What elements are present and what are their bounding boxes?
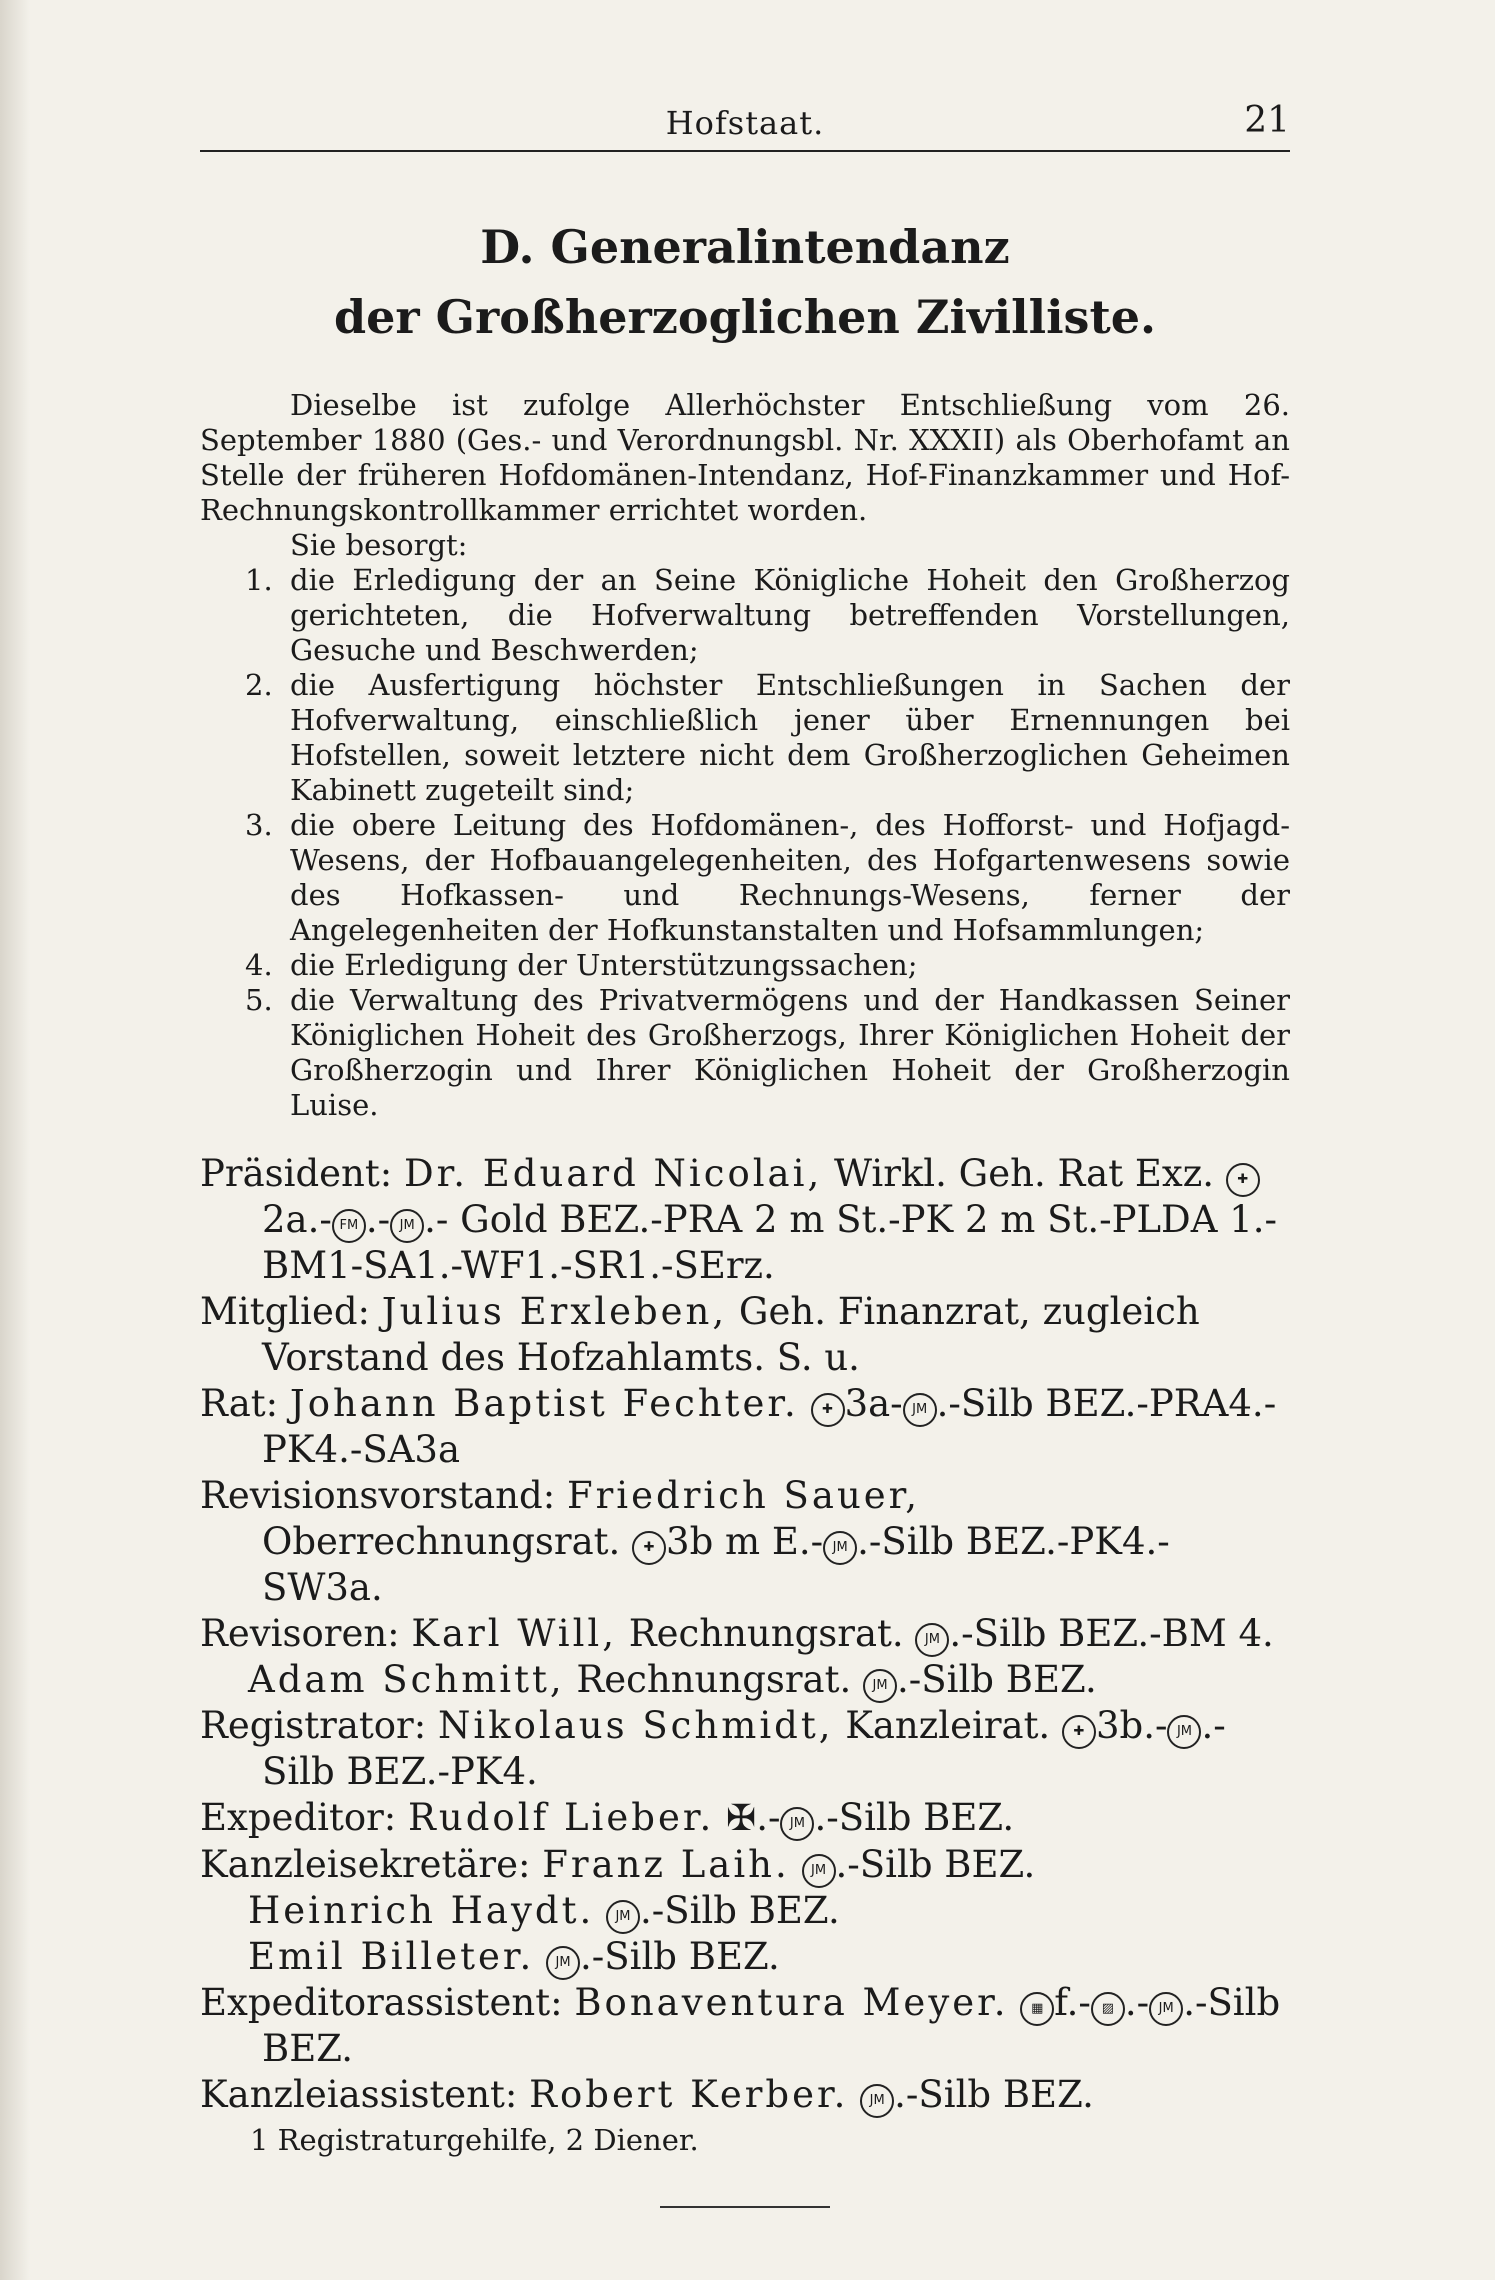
- cross-reference: S. u.: [776, 1336, 860, 1379]
- decorations: f.-: [1054, 1981, 1091, 2024]
- staff-entry-revisor: [200, 1611, 1290, 1657]
- task-text: die Ausfertigung höchster Entschließungen in Sachen der Hofverwaltung, einschließlich jener über Ernennungen bei Hofstellen, soweit letztere nicht dem Großherzoglichen Geheimen Kabinett zugeteilt sind;: [290, 668, 1290, 807]
- jm-medal-icon: JM: [915, 1623, 949, 1657]
- staff-entry-praesident: [200, 1151, 1290, 1289]
- task-number: 5.: [245, 983, 273, 1017]
- task-item: [200, 808, 1290, 948]
- jm-medal-icon: JM: [823, 1531, 857, 1565]
- decorations: .-: [1124, 1981, 1150, 2024]
- jm-medal-icon: JM: [860, 2084, 894, 2118]
- staff-entry-registrator: [200, 1703, 1290, 1795]
- hatched-badge-icon: ▦: [1020, 1992, 1054, 2026]
- person-title: Rechnungsrat.: [628, 1612, 904, 1655]
- task-item: [200, 983, 1290, 1123]
- person-title: Kanzleirat.: [845, 1704, 1051, 1747]
- page-header: [200, 90, 1290, 152]
- decorations: .-Silb BEZ.-BM 4.: [949, 1612, 1274, 1655]
- jm-medal-icon: JM: [802, 1854, 836, 1888]
- role-label: Registrator:: [200, 1704, 427, 1747]
- person-title: Rechnungsrat.: [576, 1658, 852, 1701]
- person-name: Dr. Eduard Nicolai,: [403, 1152, 823, 1195]
- decorations: .-Silb BEZ.-PK4.-SW3a.: [262, 1520, 1170, 1609]
- task-list: [200, 563, 1290, 1123]
- role-label: Revisionsvorstand:: [200, 1474, 556, 1517]
- person-title: Oberrechnungsrat.: [262, 1520, 621, 1563]
- role-label: Kanzleiassistent:: [200, 2073, 518, 2116]
- staff-entry-rat: [200, 1381, 1290, 1473]
- staff-entry-kanzleisekretaer: [200, 1934, 1290, 1980]
- person-name: Friedrich Sauer,: [566, 1474, 921, 1517]
- person-name: Julius Erxleben,: [381, 1290, 728, 1333]
- decorations: .-Silb BEZ.-PRA4.-PK4.-SA3a: [262, 1382, 1277, 1471]
- decorations: 3b.-: [1095, 1704, 1168, 1747]
- page-number: 21: [1244, 100, 1290, 141]
- task-item: [200, 563, 1290, 668]
- section-title-line-2: der Großherzoglichen Zivilliste.: [334, 290, 1156, 344]
- role-label: Expeditor:: [200, 1796, 397, 1839]
- person-name: Adam Schmitt,: [248, 1658, 565, 1701]
- role-label: Kanzleisekretäre:: [200, 1843, 531, 1886]
- staff-entry-revisor: [200, 1657, 1290, 1703]
- order-badge-icon: ✚: [632, 1531, 666, 1565]
- task-number: 1.: [245, 563, 273, 597]
- staff-entry-revisionsvorstand: [200, 1473, 1290, 1611]
- striped-badge-icon: ▨: [1091, 1992, 1125, 2026]
- jm-medal-icon: JM: [390, 1209, 424, 1243]
- person-name: Franz Laih.: [542, 1843, 790, 1886]
- role-label: Präsident:: [200, 1152, 393, 1195]
- task-text: die obere Leitung des Hofdomänen-, des Hofforst- und Hofjagd-Wesens, der Hofbauangelegenheiten, des Hofgartenwesens sowie des Hofkassen- und Rechnungs-Wesens, ferner der Angelegenheiten der Hofkunstanstalten und Hofsammlungen;: [290, 808, 1290, 947]
- jm-medal-icon: JM: [863, 1669, 897, 1703]
- staff-entry-expeditor: [200, 1795, 1290, 1842]
- role-label: Revisoren:: [200, 1612, 400, 1655]
- role-label: Mitglied:: [200, 1290, 370, 1333]
- task-number: 4.: [245, 948, 273, 982]
- running-head: Hofstaat.: [665, 104, 825, 142]
- order-badge-icon: ✚: [1226, 1163, 1260, 1197]
- task-number: 2.: [245, 668, 273, 702]
- decorations: .-Silb BEZ.-PK4.: [262, 1704, 1226, 1793]
- decorations: .-Silb BEZ.: [580, 1935, 780, 1978]
- end-rule: [660, 2206, 830, 2208]
- decorations: .-Silb BEZ.: [835, 1843, 1036, 1886]
- book-page: [200, 90, 1290, 2208]
- iron-cross-icon: ✠: [726, 1798, 757, 1839]
- person-name: Karl Will,: [411, 1612, 618, 1655]
- fm-medal-icon: FM: [332, 1209, 366, 1243]
- footer-note: 1 Registraturgehilfe, 2 Diener.: [250, 2123, 699, 2157]
- jm-medal-icon: JM: [903, 1393, 937, 1427]
- task-item: [200, 948, 1290, 983]
- decorations: .-: [756, 1796, 781, 1839]
- person-name: Robert Kerber.: [529, 2073, 849, 2116]
- jm-medal-icon: JM: [1149, 1992, 1183, 2026]
- decorations: .-Silb BEZ.: [639, 1889, 840, 1932]
- person-title: Wirkl. Geh. Rat Exz.: [833, 1152, 1214, 1195]
- order-badge-icon: ✚: [1062, 1715, 1096, 1749]
- task-number: 3.: [245, 808, 273, 842]
- decorations: .-Silb BEZ.: [814, 1796, 1015, 1839]
- role-label: Rat:: [200, 1382, 279, 1425]
- decorations: .-Silb BEZ.: [894, 2073, 1094, 2116]
- intro-text: [200, 388, 1290, 563]
- person-name: Emil Billeter.: [248, 1935, 535, 1978]
- person-name: Rudolf Lieber.: [408, 1796, 715, 1839]
- decorations: 3a-: [844, 1382, 903, 1425]
- person-name: Johann Baptist Fechter.: [289, 1382, 799, 1425]
- person-name: Bonaventura Meyer.: [574, 1981, 1009, 2024]
- staff-entry-kanzleiassistent: [200, 2072, 1290, 2118]
- person-name: Heinrich Haydt.: [248, 1889, 595, 1932]
- staff-entry-expeditorassistent: [200, 1980, 1290, 2072]
- jm-medal-icon: JM: [1167, 1715, 1201, 1749]
- role-label: Expeditorassistent:: [200, 1981, 563, 2024]
- intro-paragraph: Dieselbe ist zufolge Allerhöchster Entschließung vom 26. September 1880 (Ges.- und Verordnungsbl. Nr. XXXII) als Oberhofamt an Stelle der früheren Hofdomänen-Intendanz, Hof-Finanzkammer und Hof-Rechnungskontrollkammer errichtet worden.: [200, 388, 1290, 527]
- decorations: 3b m E.-: [666, 1520, 824, 1563]
- order-badge-icon: ✚: [811, 1393, 845, 1427]
- staff-entry-kanzleisekretaer: [200, 1888, 1290, 1934]
- staff-entry-mitglied: [200, 1289, 1290, 1381]
- decorations: .-Silb BEZ.: [262, 1981, 1281, 2070]
- decorations: .-Silb BEZ.: [897, 1658, 1097, 1701]
- section-title: [200, 212, 1290, 352]
- task-item: [200, 668, 1290, 808]
- task-text: die Erledigung der Unterstützungssachen;: [290, 948, 918, 982]
- person-name: Nikolaus Schmidt,: [437, 1704, 834, 1747]
- jm-medal-icon: JM: [606, 1900, 640, 1934]
- decorations: .-: [365, 1198, 391, 1241]
- decorations: .- Gold BEZ.-PRA 2 m St.-PK 2 m St.-PLDA 1.-BM1-SA1.-WF1.-SR1.-SErz.: [262, 1198, 1278, 1287]
- person-title: Geh. Finanzrat, zugleich Vorstand des Hofzahlamts.: [262, 1290, 1200, 1379]
- intro-subheading: Sie besorgt:: [290, 528, 468, 562]
- task-text: die Erledigung der an Seine Königliche Hoheit den Großherzog gerichteten, die Hofverwaltung betreffenden Vorstellungen, Gesuche und Beschwerden;: [290, 563, 1290, 667]
- staff-entry-kanzleisekretaer: [200, 1842, 1290, 1888]
- jm-medal-icon: JM: [546, 1946, 580, 1980]
- jm-medal-icon: JM: [780, 1807, 814, 1841]
- decorations: 2a.-: [262, 1198, 332, 1241]
- staff-list: [200, 1151, 1290, 2118]
- task-text: die Verwaltung des Privatvermögens und der Handkassen Seiner Königlichen Hoheit des Großherzogs, Ihrer Königlichen Hoheit der Großherzogin und Ihrer Königlichen Hoheit der Großherzogin Luise.: [290, 983, 1290, 1122]
- binding-margin: [0, 0, 30, 2280]
- section-title-line-1: D. Generalintendanz: [480, 220, 1010, 274]
